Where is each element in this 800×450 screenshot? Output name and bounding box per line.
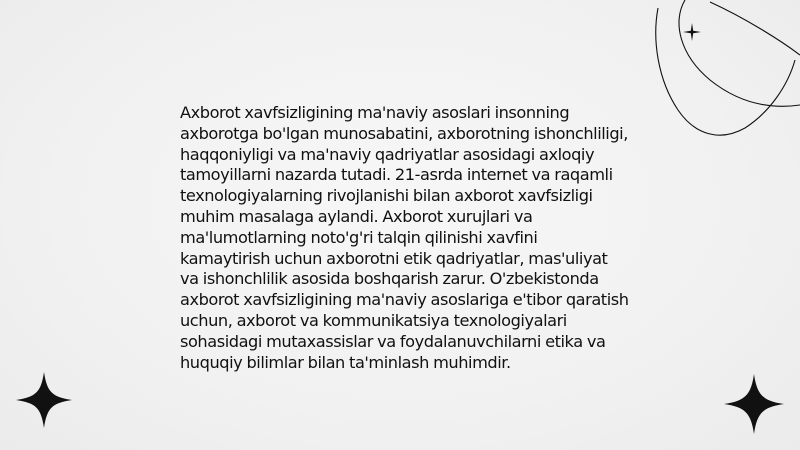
orbit-lines-icon bbox=[650, 0, 800, 150]
four-point-star-icon bbox=[14, 370, 74, 430]
sparkle-icon bbox=[683, 23, 701, 41]
four-point-star-icon bbox=[722, 372, 786, 436]
body-paragraph: Axborot xavfsizligining ma'naviy asoslari insonning axborotga bo'lgan munosabatini, axborotning ishonchliligi, haqqoniyligi va ma'naviy qadriyatlar asosidagi axloqiy tamoyillarni nazarda tutadi. 21-asrda internet va raqamli texnologiyalarning rivojlanishi bilan axborot xavfsizligi muhim masalaga aylandi. Axborot xurujlari va ma'lumotlarning noto'g'ri talqin qilinishi xavfini kamaytirish uchun axborotni etik qadriyatlar, mas'uliyat va ishonchlilik asosida boshqarish zarur. O'zbekistonda axborot xavfsizligining ma'naviy asoslariga e'tibor qaratish uchun, axborot va kommunikatsiya texnologiyalari sohasidagi mutaxassislar va foydalanuvchilarni etika va huquqiy bilimlar bilan ta'minlash muhimdir. bbox=[180, 103, 629, 372]
